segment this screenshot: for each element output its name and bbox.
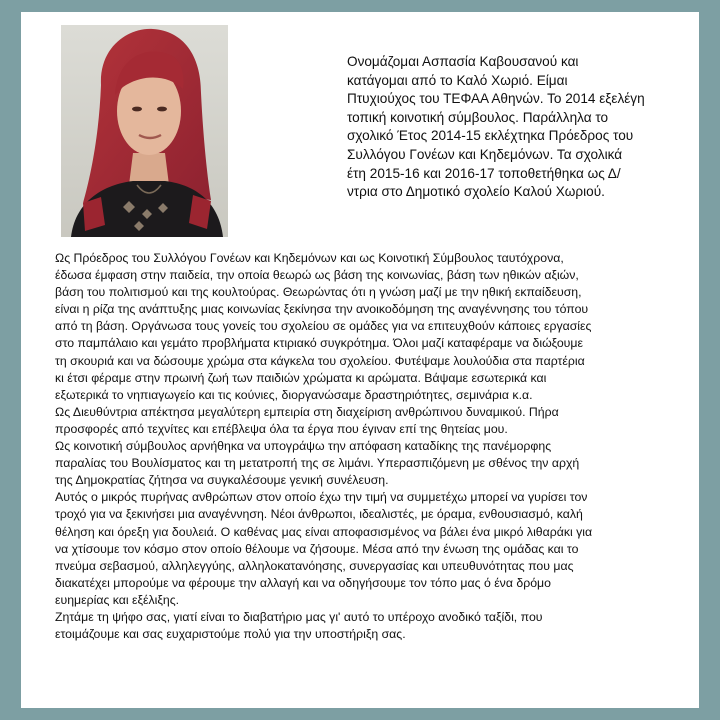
body-line: εξωτερικά το νηπιαγωγείο και τις κούνιες, διοργανώσαμε δραστηριότητες, σεμινάρια κ.α. <box>55 387 533 402</box>
body-line: Ως Πρόεδρος του Συλλόγου Γονέων και Κηδεμόνων και ως Κοινοτική Σύμβουλος ταυτόχρονα, <box>55 251 564 265</box>
body-line: παραλίας του Βουλίσματος και τη μετατροπή της σε λιμάνι. Υπερασπιζόμενη με σθένος την αρχή <box>55 456 580 471</box>
body-line: πνεύμα σεβασμού, αλληλεγγύης, αλληλοκατανόησης, συνεργασίας και υπευθυνότητας που μας <box>55 558 574 573</box>
body-paragraph <box>55 250 695 643</box>
intro-line: Ονομάζομαι Ασπασία Καβουσανού και <box>347 54 579 69</box>
bio-card <box>21 12 699 708</box>
intro-line: έτη 2015-16 και 2016-17 τοποθετήθηκα ως Δ/ <box>347 165 621 181</box>
intro-line: ντρια στο Δημοτικό σχολείο Καλού Χωριού. <box>347 184 605 200</box>
body-line: της Δημοκρατίας ζήτησα να συγκαλέσουμε γενική συνέλευση. <box>55 473 389 488</box>
intro-paragraph <box>347 53 687 202</box>
body-line: διακατέχει μπορούμε να φέρουμε την αλλαγή και να οδηγήσουμε τον τόπο μας ό ένα δρόμο <box>55 575 551 590</box>
body-line: ευημερίας και εξέλιξης. <box>55 592 180 607</box>
body-line: Ζητάμε τη ψήφο σας, γιατί είναι το διαβατήριο μας γι' αυτό το υπέροχο ανοδικό ταξίδι, που <box>55 609 543 624</box>
intro-line: σχολικό Έτος 2014-15 εκλέχτηκα Πρόεδρος του <box>347 128 634 144</box>
body-line: από τη βάση. Οργάνωσα τους γονείς του σχολείου σε ομάδες για να επιτευχθούν κάποιες εργασίες <box>55 319 592 334</box>
portrait-photo <box>61 25 228 237</box>
body-line: να χτίσουμε τον κόσμο στον οποίο θέλουμε να ζήσουμε. Μέσα από την ένωση της ομάδας και το <box>55 541 579 556</box>
body-line: προσφορές από τεχνίτες και επέβλεψα όλα τα έργα που έγιναν επί της θητείας μου. <box>55 421 508 436</box>
body-line: Ως κοινοτική σύμβουλος αρνήθηκα να υπογράψω την απόφαση καταδίκης της πανέμορφης <box>55 439 552 454</box>
portrait-image <box>61 25 228 237</box>
body-line: Ως Διευθύντρια απέκτησα μεγαλύτερη εμπειρία στη διαχείριση ανθρώπινου δυναμικού. Πήρα <box>55 404 559 419</box>
intro-line: τοπική κοινοτική σύμβουλος. Παράλληλα το <box>347 109 609 125</box>
intro-line: Συλλόγου Γονέων και Κηδεμόνων. Τα σχολικά <box>347 146 623 162</box>
body-line: θέληση και όρεξη για δουλειά. Ο καθένας μας είναι αποφασισμένος να βάλει ένα μικρό λιθαράκι για <box>55 524 593 539</box>
body-line: βάση του πολιτισμού και της κουλτούρας. Θεωρώντας ότι η γνώση μαζί με την ηθική εκπαίδευση, <box>55 285 582 300</box>
body-line: είναι η ρίζα της ανάπτυξης μιας κοινωνίας ξεκίνησα την ανοικοδόμηση της αναγέννησης του τόπου <box>55 302 589 317</box>
body-line: τροχό για να ξεκινήσει μια αναγέννηση. Νέοι άνθρωποι, ιδεαλιστές, με όραμα, ενθουσιασμό, καλή <box>55 507 583 522</box>
intro-line: κατάγομαι από το Καλό Χωριό. Είμαι <box>347 72 568 88</box>
body-line: τη σκουριά και να δώσουμε χρώμα στα κάγκελα του σχολείου. Φυτέψαμε λουλούδια στα παρτέρια <box>55 353 585 368</box>
intro-line: Πτυχιούχος του ΤΕΦΑΑ Αθηνών. Το 2014 εξελέγη <box>347 91 645 107</box>
body-line: στο παμπάλαιο και γεμάτο προβλήματα κτιριακό συγκρότημα. Όλοι μαζί καταφέραμε να διώξουμε <box>55 336 583 351</box>
body-line: κι έτσι φέραμε στην πρωινή ζωή των παιδιών χρώματα κι αρώματα. Βάψαμε εσωτερικά και <box>55 370 547 385</box>
body-line: ετοιμάζουμε και σας ευχαριστούμε πολύ για την υποστήριξη σας. <box>55 627 406 642</box>
body-line: έδωσα έμφαση στην παιδεία, την οποία θεωρώ ως βάση της κοινωνίας, βάση των ηθικών αξιών, <box>55 268 579 283</box>
body-line: Αυτός ο μικρός πυρήνας ανθρώπων στον οποίο έχω την τιμή να συμμετέχω μπορεί να γυρίσει τον <box>55 490 588 505</box>
